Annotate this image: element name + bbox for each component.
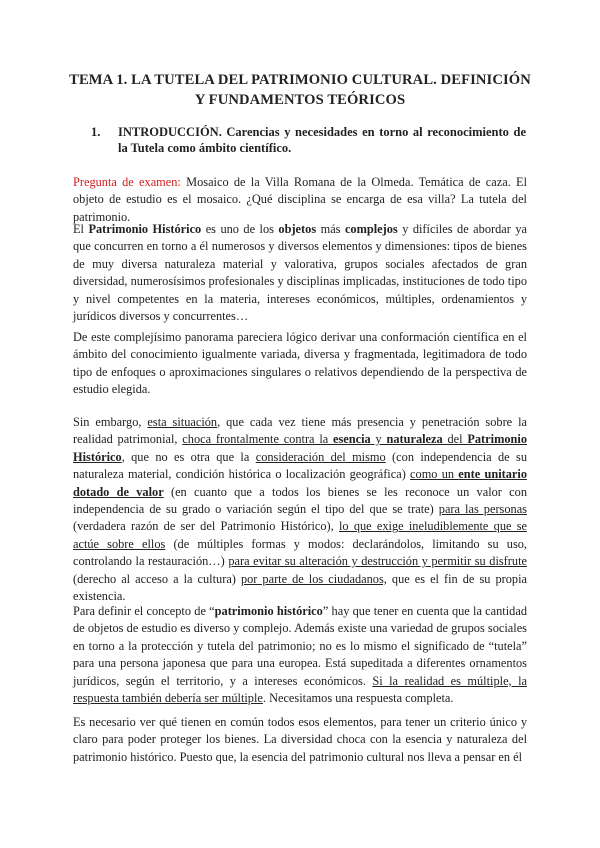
bold-run: complejos [344,222,398,236]
bold-underlined-run: Patrimonio Histórico [73,432,527,464]
bold-underlined-run: esencia [333,432,371,447]
text-run: (derecho al acceso a la cultura) [73,571,241,586]
paragraph-5: Es necesario ver qué tienen en común todos esos elementos, para tener un criterio único y claro para poder proteger los bienes. La diversidad choca con la esencia y naturaleza del patrimonio histórico. Puesto que, la esencia del patrimonio cultural nos lleva a pensar en él [73,715,527,764]
paragraph-2: De este complejísimo panorama pareciera lógico derivar una conformación científica en el ámbito del conocimiento igualmente variada, diversa y fragmentada, legitimadora de todo tipo de enfoques o aproximaciones singulares o relativos dependiendo de la perspectiva de estudio elegida. [73,330,527,397]
bold-underlined-run: naturaleza [386,432,443,447]
underlined-run: y [370,432,387,447]
title-line-2: Y FUNDAMENTOS TEÓRICOS [194,92,406,108]
underlined-run: lo que exige ineludiblemente que se actúe sobre ellos [73,519,527,551]
underlined-run: para las personas [438,502,527,517]
bold-run: patrimonio histórico [214,604,323,618]
text-run: ” hay que tener en cuenta que la cantidad de objetos de estudio es diverso y complejo. Además existe una variedad de grupos sociales en torno a la protección y tutela del patrimonio; no es lo mismo el significado de “tutela” para una persona japonesa que para una europea. Está supeditada a diferentes ornamentos jurídicos, según el territorio, y a intereses económicos. [73,604,527,688]
bold-run: objetos [278,222,317,236]
text-run: (en cuanto que a todos los bienes se les reconoce un valor con independencia de su grado o variación según el tipo del que se trate) [73,484,528,517]
underlined-run: choca frontalmente contra la [182,432,334,447]
underlined-run: esta situación [147,415,218,429]
underlined-run: consideración del mismo [255,449,386,464]
title-line-1: TEMA 1. LA TUTELA DEL PATRIMONIO CULTURAL. DEFINICIÓN [69,72,531,88]
section-text: INTRODUCCIÓN. Carencias y necesidades en torno al reconocimiento de la Tutela como ámbito científico. [118,125,526,155]
text-run: Sin embargo, [73,415,148,429]
text-run: (verdadera razón de ser del Patrimonio Histórico), [73,519,339,534]
section-heading [91,124,526,156]
underlined-run: como un [410,467,459,482]
document-title [60,70,540,110]
paragraph-3 [73,414,527,605]
exam-question-paragraph [73,174,527,226]
bold-run: Patrimonio Histórico [88,222,202,236]
exam-text: Mosaico de la Villa Romana de la Olmeda. Temática de caza. El objeto de estudio es el mosaico. ¿Qué disciplina se encarga de esa villa? La tutela del patrimonio. [73,175,528,224]
text-run: (de múltiples formas y modos: declarándolos, limitando su uso, controlando la restauración…) [73,536,528,569]
text-run: más [316,222,345,236]
exam-label: Pregunta de examen: [73,175,181,189]
underlined-run: para evitar su alteración y destrucción y permitir su disfrute [228,554,527,569]
section-number: 1. [91,125,101,139]
text-run: Para definir el concepto de “ [73,604,215,618]
text-run: , que no es otra que la [121,449,256,464]
text-run: . Necesitamos una respuesta completa. [262,691,454,706]
underlined-run: del [442,432,468,447]
text-run: que es el fin de su propia existencia. [73,571,527,604]
paragraph-1 [73,221,527,325]
underlined-run: por parte de los ciudadanos, [240,571,387,586]
text-run: y difíciles de abordar ya que concurren en torno a él numerosos y diversos elementos y dimensiones: tipos de bienes de muy diversa naturaleza material y valorativa, grupos sociales afectados de gran diversidad, numerosísimos profesionales y disciplinas implicadas, instituciones de todo tipo y nivel competentes en la materia, intereses económicos, múltiples, ordenamientos y jurídicos diversos y concurrentes… [73,222,527,324]
underlined-run: Si la realidad es múltiple, la respuesta también debería ser múltiple [73,673,527,706]
text-run: , que cada vez tiene más presencia y penetración sobre la realidad patrimonial, [73,415,528,447]
text-run: es uno de los [201,222,279,236]
text-run: (con independencia de su naturaleza material, condición histórica o localización geográfica) [73,449,527,482]
bold-underlined-run: ente unitario dotado de valor [73,467,527,499]
text-run: El [73,222,89,236]
paragraph-4 [73,603,527,707]
